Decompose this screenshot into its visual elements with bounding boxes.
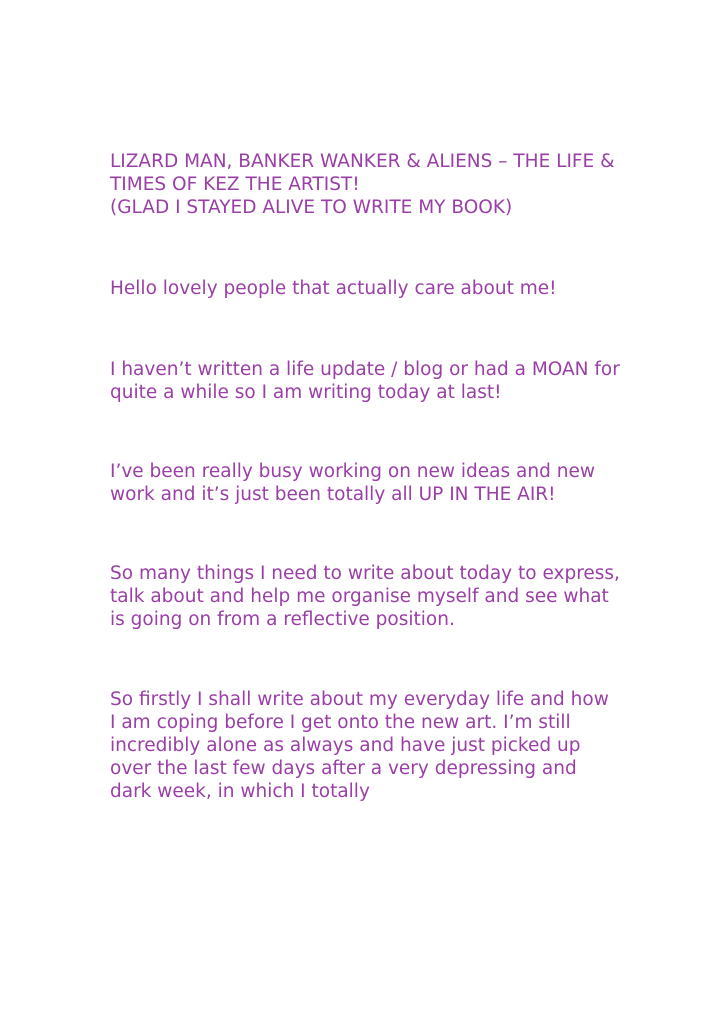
paragraph-greeting: Hello lovely people that actually care about me! (110, 278, 557, 299)
paragraph-reflective: So many things I need to write about today to express, talk about and help me organise myself and see what is going on from a reflective position. (110, 563, 620, 630)
document-body (110, 150, 620, 803)
paragraph-busy: I’ve been really busy working on new ideas and new work and it’s just been totally all UP IN THE AIR! (110, 461, 595, 505)
paragraph-everyday-life: So firstly I shall write about my everyday life and how I am coping before I get onto the new art. I’m still incredibly alone as always and have just picked up over the last few days after a very depressing and dark week, in which I totally (110, 689, 609, 802)
paragraph-life-update: I haven’t written a life update / blog or had a MOAN for quite a while so I am writing today at last! (110, 359, 620, 403)
document-subtitle: (GLAD I STAYED ALIVE TO WRITE MY BOOK) (110, 197, 513, 218)
document-title: LIZARD MAN, BANKER WANKER & ALIENS – THE LIFE & TIMES OF KEZ THE ARTIST! (110, 151, 615, 195)
